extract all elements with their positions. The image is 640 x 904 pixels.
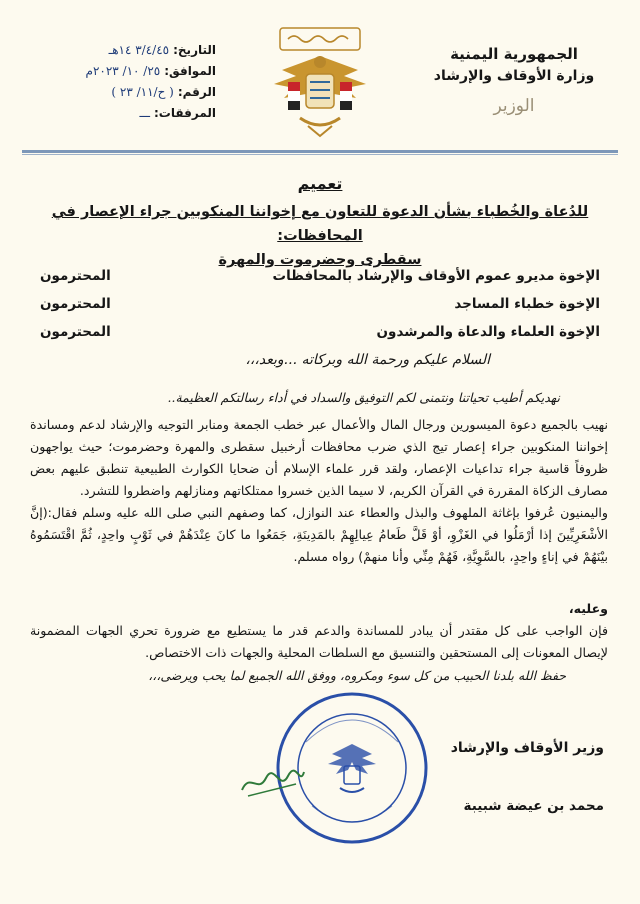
date-hijri-value: ٣/٤/٤٥ ١٤هـ [108, 43, 170, 57]
date-hijri-label: التاريخ: [173, 43, 216, 57]
addressee-name: الإخوة العلماء والدعاة والمرشدون [376, 324, 600, 340]
letterhead-right [414, 44, 614, 116]
ministry-name: وزارة الأوقاف والإرشاد [433, 68, 595, 84]
attach-row [30, 103, 216, 124]
header-divider-thin [22, 154, 618, 155]
header-divider [22, 150, 618, 153]
subject-line-2: سقطرى وحضرموت والمهرة [218, 252, 422, 268]
body-paragraph-2: واليمنيون عُرفوا بإغاثة الملهوف والبذل والعطاء عند النوازل، كما وصفهم النبي صلى الله عليه وسلم فقال:(إنَّ الأشْعَرِيِّينَ إذا أرْمَلُوا في الغَزْوِ، أوْ قَلَّ طَعامُ عِيالِهِمْ بالمَدِينَةِ، جَمَعُوا ما كانَ عِنْدَهُمْ في ثَوْبٍ واحِدٍ، ثُمَّ اقْتَسَمُوهُ بيْنَهُمْ في إناءٍ واحِدٍ، بالسَّوِيَّةِ، فَهُمْ مِنِّي وأنا منهمْ) رواه مسلم. [30, 505, 608, 564]
body-paragraph-3: وعليه، [568, 601, 608, 616]
republic-name: الجمهورية اليمنية [450, 45, 578, 63]
addressee-row [40, 324, 600, 340]
addressee-honorific: المحترمون [40, 268, 111, 284]
letter-meta [30, 40, 216, 124]
letter-title: تعميم [297, 174, 343, 193]
addressee-honorific: المحترمون [40, 324, 111, 340]
attach-value: ـــ [139, 106, 150, 120]
body-paragraph-4: فإن الواجب على كل مقتدر أن يبادر للمساندة والدعم قدر ما يستطيع مع ضرورة تحري الجهات المضمونة لإيصال المعونات إلى المستحقين والتنسيق مع السلطات المحلية والجهات ذات الاختصاص. [30, 623, 608, 660]
addressee-row [40, 296, 600, 312]
addressee-honorific: المحترمون [40, 296, 111, 312]
ref-row [30, 82, 216, 103]
body-paragraph-1: نهيب بالجميع دعوة الميسورين ورجال المال والأعمال عبر خطب الجمعة ومنابر التوجيه والإرشاد لدعم ومساندة إخواننا المنكوبين جراء إعصار تيج الذي ضرب محافظات أرخبيل سقطرى والمهرة وحضرموت؛ حيث يواجهون ظروفاً قاسية جراء تداعيات الإعصار، ولقد قرر علماء الإسلام أن ضحايا الكوارث الطبيعية تنطبق عليهم بعض مصارف الزكاة المقررة في القرآن الكريم، لا سيما الذين خسروا ممتلكاتهم ومنازلهم واضطروا للتشرد. [30, 417, 608, 498]
handwritten-signature-icon [238, 762, 308, 802]
signatory-name: محمد بن عيضة شبيبة [463, 798, 604, 814]
addressee-row [40, 268, 600, 284]
opening-line: نهديكم أطيب تحياتنا ونتمنى لكم التوفيق والسداد في أداء رسالتكم العظيمة.. [167, 390, 560, 405]
minister-label: الوزير [493, 96, 535, 116]
date-greg-label: الموافق: [164, 64, 216, 78]
date-hijri-row [30, 40, 216, 61]
attach-label: المرفقات: [154, 106, 216, 120]
subject-line-1: للدُعاة والخُطباء بشأن الدعوة للتعاون مع إخواننا المنكوبين جراء الإعصار في المحافظات: [51, 204, 589, 244]
date-greg-row [30, 61, 216, 82]
ref-value: ( ح/١١/ ٢٣ ) [111, 85, 174, 99]
greeting: السلام عليكم ورحمة الله وبركاته ...وبعد،،، [245, 352, 490, 368]
ref-label: الرقم: [177, 85, 216, 99]
closing-line: حفظ الله بلدنا الحبيب من كل سوء ومكروه، ووفق الله الجميع لما يحب ويرضى،،، [148, 668, 566, 683]
signatory-title: وزير الأوقاف والإرشاد [450, 740, 604, 756]
yemen-emblem-icon [262, 22, 378, 142]
addressee-name: الإخوة خطباء المساجد [454, 296, 600, 312]
letter-subject [30, 200, 610, 272]
addressee-name: الإخوة مديرو عموم الأوقاف والإرشاد بالمحافظات [272, 268, 600, 284]
date-greg-value: ٢٥/ ١٠/ ٢٠٢٣م [85, 64, 161, 78]
